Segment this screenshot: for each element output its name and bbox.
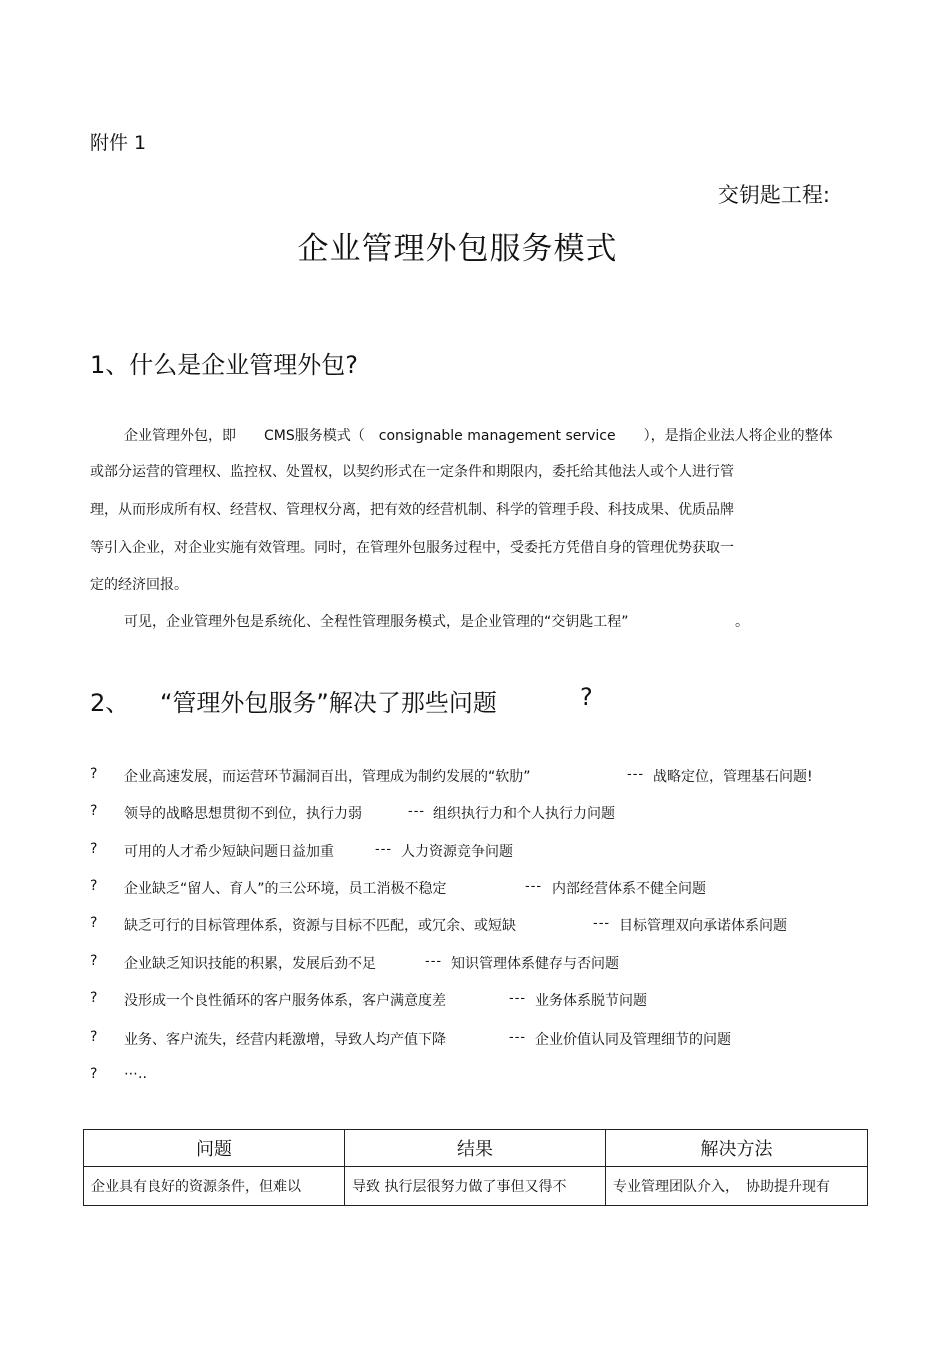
list-item-problem: 领导的战略思想贯彻不到位，执行力弱: [124, 806, 362, 822]
annex-label: 附件 1: [90, 132, 147, 154]
list-item-separator: ---: [593, 916, 611, 931]
section-1-conclusion-end: 。: [735, 614, 749, 630]
bullet-icon: ?: [90, 915, 98, 931]
section-1-para-line: 定的经济回报。: [90, 577, 188, 593]
table-header-problem: 问题: [84, 1130, 345, 1167]
bullet-icon: ?: [90, 803, 98, 819]
list-item-separator: ---: [375, 842, 393, 857]
section-2-heading-number: 2、: [90, 689, 130, 717]
list-item-result: 业务体系脱节问题: [535, 993, 647, 1009]
bullet-icon: ?: [90, 766, 98, 782]
table-header-result: 结果: [345, 1130, 606, 1167]
table-cell-problem: 企业具有良好的资源条件，但难以: [84, 1167, 345, 1206]
section-2-heading: “管理外包服务”解决了那些问题: [160, 689, 497, 717]
section-1-para-line: 企业管理外包，即 CMS服务模式（ consignable management service ），是指企业法人将企业的整体: [124, 428, 833, 444]
list-item-separator: ---: [509, 1030, 527, 1045]
section-2-heading-question: ?: [580, 683, 593, 711]
bullet-icon: ?: [90, 841, 98, 857]
table-row: [84, 1167, 868, 1206]
list-item-result: 内部经营体系不健全问题: [552, 881, 706, 897]
list-item-result: 目标管理双向承诺体系问题: [619, 918, 787, 934]
section-1-para-line: 等引入企业，对企业实施有效管理。同时，在管理外包服务过程中，受委托方凭借自身的管理优势获取一: [90, 540, 734, 556]
list-item-separator: ---: [627, 767, 645, 782]
section-1-heading: 1、什么是企业管理外包?: [90, 351, 359, 379]
list-item-problem: 可用的人才希少短缺问题日益加重: [124, 844, 334, 860]
table-cell-solution: 专业管理团队介入， 协助提升现有: [606, 1167, 868, 1206]
list-item-separator: ---: [509, 991, 527, 1006]
table-cell-result: 导致 执行层很努力做了事但又得不: [345, 1167, 606, 1206]
document-title: 企业管理外包服务模式: [297, 231, 618, 267]
list-item-problem: 企业缺乏“留人、育人”的三公环境，员工消极不稳定: [124, 881, 447, 897]
list-item-problem: 缺乏可行的目标管理体系，资源与目标不匹配，或冗余、或短缺: [124, 918, 516, 934]
list-item-separator: ---: [408, 804, 426, 819]
bullet-icon: ?: [90, 1066, 98, 1082]
section-1-para-line: 或部分运营的管理权、监控权、处置权，以契约形式在一定条件和期限内，委托给其他法人或个人进行管: [90, 464, 734, 480]
list-item-result: 组织执行力和个人执行力问题: [433, 806, 615, 822]
subtitle: 交钥匙工程:: [717, 183, 830, 207]
section-1-para-line: 理，从而形成所有权、经营权、管理权分离，把有效的经营机制、科学的管理手段、科技成果、优质品牌: [90, 502, 734, 518]
list-item-separator: ---: [425, 954, 443, 969]
table-header-row: [84, 1130, 868, 1167]
list-item-result: 企业价值认同及管理细节的问题: [535, 1032, 731, 1048]
bullet-icon: ?: [90, 990, 98, 1006]
list-item-result: 人力资源竞争问题: [401, 844, 513, 860]
problem-result-table: [83, 1129, 868, 1206]
list-item-problem: 业务、客户流失，经营内耗激增，导致人均产值下降: [124, 1032, 446, 1048]
section-1-conclusion: 可见，企业管理外包是系统化、全程性管理服务模式，是企业管理的“交钥匙工程”: [124, 614, 629, 630]
list-item-result: 战略定位，管理基石问题!: [653, 769, 813, 785]
list-item-problem: 没形成一个良性循环的客户服务体系，客户满意度差: [124, 993, 446, 1009]
list-item-separator: ---: [525, 879, 543, 894]
list-item-result: 知识管理体系健存与否问题: [451, 956, 619, 972]
table-header-solution: 解决方法: [606, 1130, 868, 1167]
list-ellipsis: ⋯..: [124, 1066, 147, 1082]
bullet-icon: ?: [90, 1029, 98, 1045]
list-item-problem: 企业高速发展，而运营环节漏洞百出，管理成为制约发展的“软肋”: [124, 769, 531, 785]
bullet-icon: ?: [90, 953, 98, 969]
bullet-icon: ?: [90, 878, 98, 894]
list-item-problem: 企业缺乏知识技能的积累，发展后劲不足: [124, 956, 376, 972]
